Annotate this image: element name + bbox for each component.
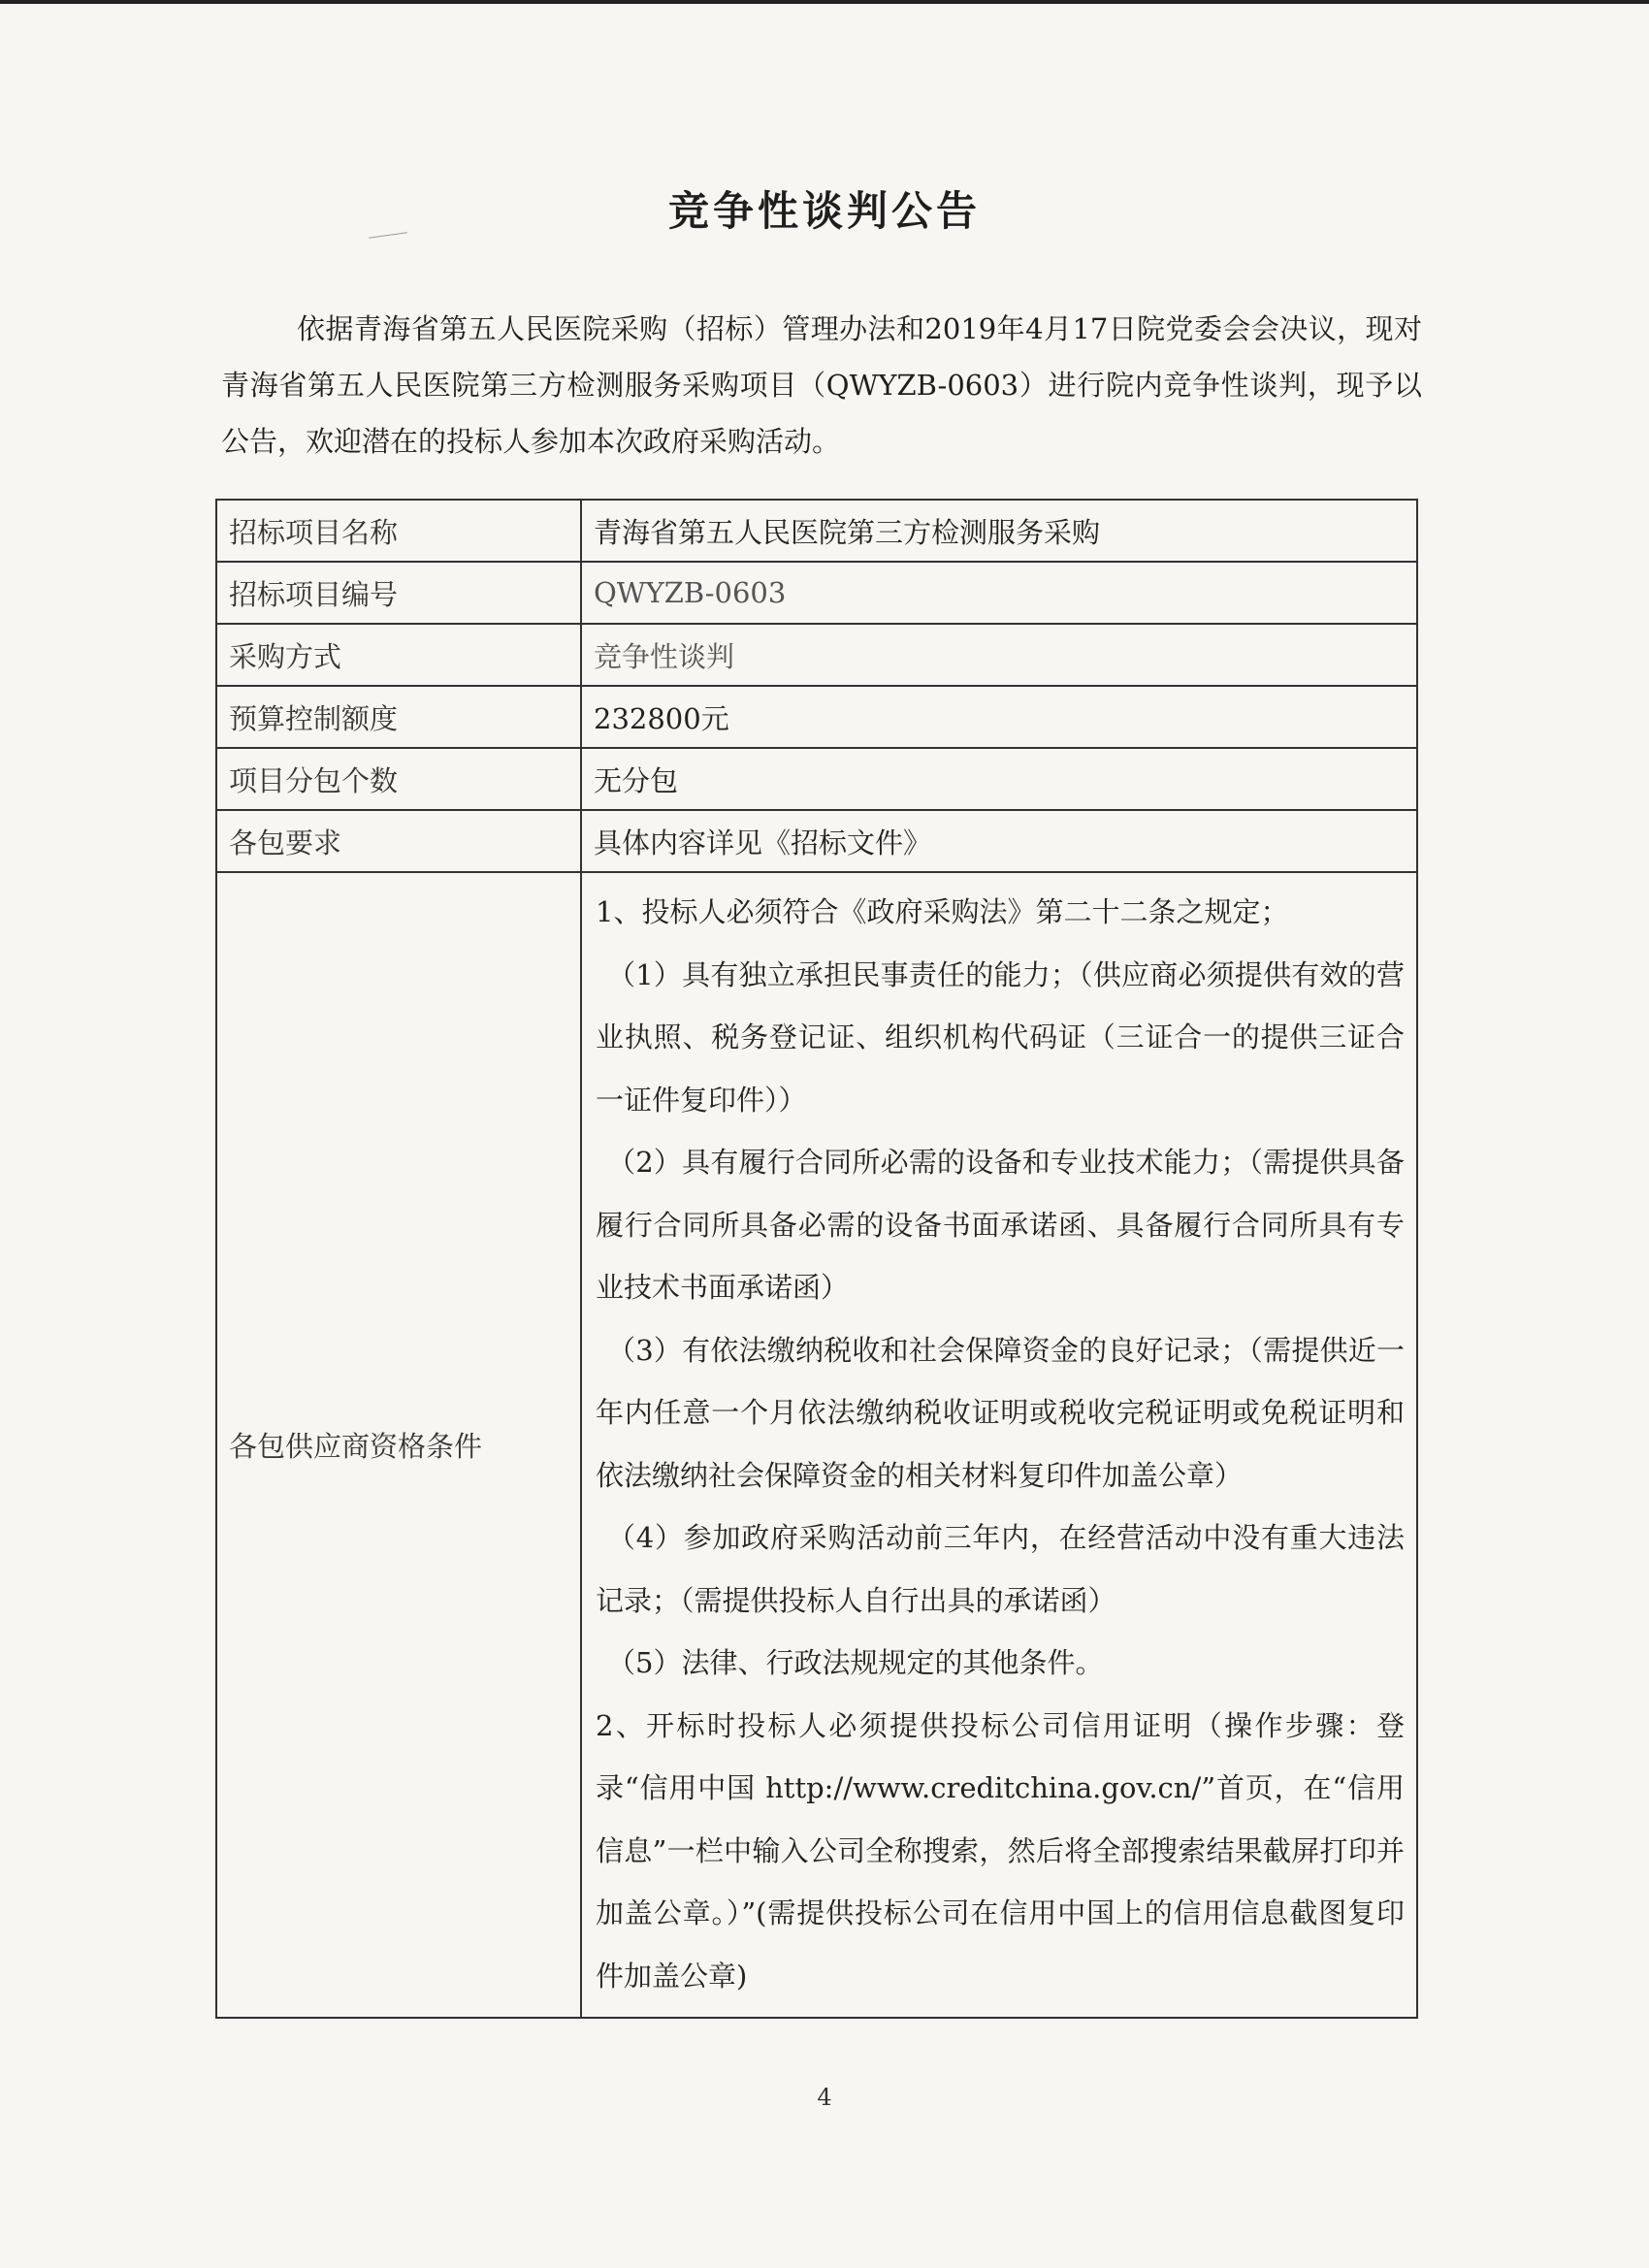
row-label: 招标项目名称 (216, 500, 581, 562)
condition-item: （4）参加政府采购活动前三年内，在经营活动中没有重大违法记录；（需提供投标人自行出具的承诺函） (596, 1521, 1405, 1617)
row-label: 各包要求 (216, 810, 581, 872)
row-value: 232800元 (581, 686, 1417, 748)
table-row (216, 686, 1417, 748)
scan-top-border (0, 0, 1649, 4)
row-value: 青海省第五人民医院第三方检测服务采购 (581, 500, 1417, 562)
table-row (216, 748, 1417, 810)
row-label: 采购方式 (216, 624, 581, 686)
row-label: 招标项目编号 (216, 562, 581, 624)
table-row (216, 810, 1417, 872)
qualification-conditions (581, 872, 1417, 2018)
qualification-row (216, 872, 1417, 2018)
condition-item: （1）具有独立承担民事责任的能力；（供应商必须提供有效的营业执照、税务登记证、组织机构代码证（三证合一的提供三证合一证件复印件）） (596, 957, 1405, 1117)
row-label: 项目分包个数 (216, 748, 581, 810)
row-value: 具体内容详见《招标文件》 (581, 810, 1417, 872)
condition-item: （5）法律、行政法规规定的其他条件。 (607, 1646, 1104, 1679)
row-value: QWYZB-0603 (581, 562, 1417, 624)
table-row (216, 500, 1417, 562)
condition-item: （2）具有履行合同所必需的设备和专业技术能力；（需提供具备履行合同所具备必需的设备书面承诺函、具备履行合同所具有专业技术书面承诺函） (596, 1146, 1405, 1304)
intro-paragraph: 依据青海省第五人民医院采购（招标）管理办法和2019年4月17日院党委会会决议，现对青海省第五人民医院第三方检测服务采购项目（QWYZB-0603）进行院内竞争性谈判，现予以公告，欢迎潜在的投标人参加本次政府采购活动。 (221, 312, 1422, 458)
condition-item: （3）有依法缴纳税收和社会保障资金的良好记录；（需提供近一年内任意一个月依法缴纳税收证明或税收完税证明或免税证明和依法缴纳社会保障资金的相关材料复印件加盖公章） (596, 1333, 1405, 1492)
row-value: 竞争性谈判 (581, 624, 1417, 686)
row-label: 预算控制额度 (216, 686, 581, 748)
condition-item: 2、开标时投标人必须提供投标公司信用证明（操作步骤：登录“信用中国 http://www.creditchina.gov.cn/”首页，在“信用信息”一栏中输入公司全称搜索，然后将全部搜索结果截屏打印并加盖公章。）”(需提供投标公司在信用中国上的信用信息截图复印件加盖公章) (596, 1708, 1405, 1993)
table-row (216, 562, 1417, 624)
qualification-label: 各包供应商资格条件 (216, 872, 581, 2018)
table-row (216, 624, 1417, 686)
procurement-info-table (215, 499, 1418, 2019)
page-number: 4 (817, 2084, 832, 2111)
row-value: 无分包 (581, 748, 1417, 810)
document-title: 竞争性谈判公告 (667, 187, 981, 235)
condition-item: 1、投标人必须符合《政府采购法》第二十二条之规定； (596, 895, 1289, 928)
